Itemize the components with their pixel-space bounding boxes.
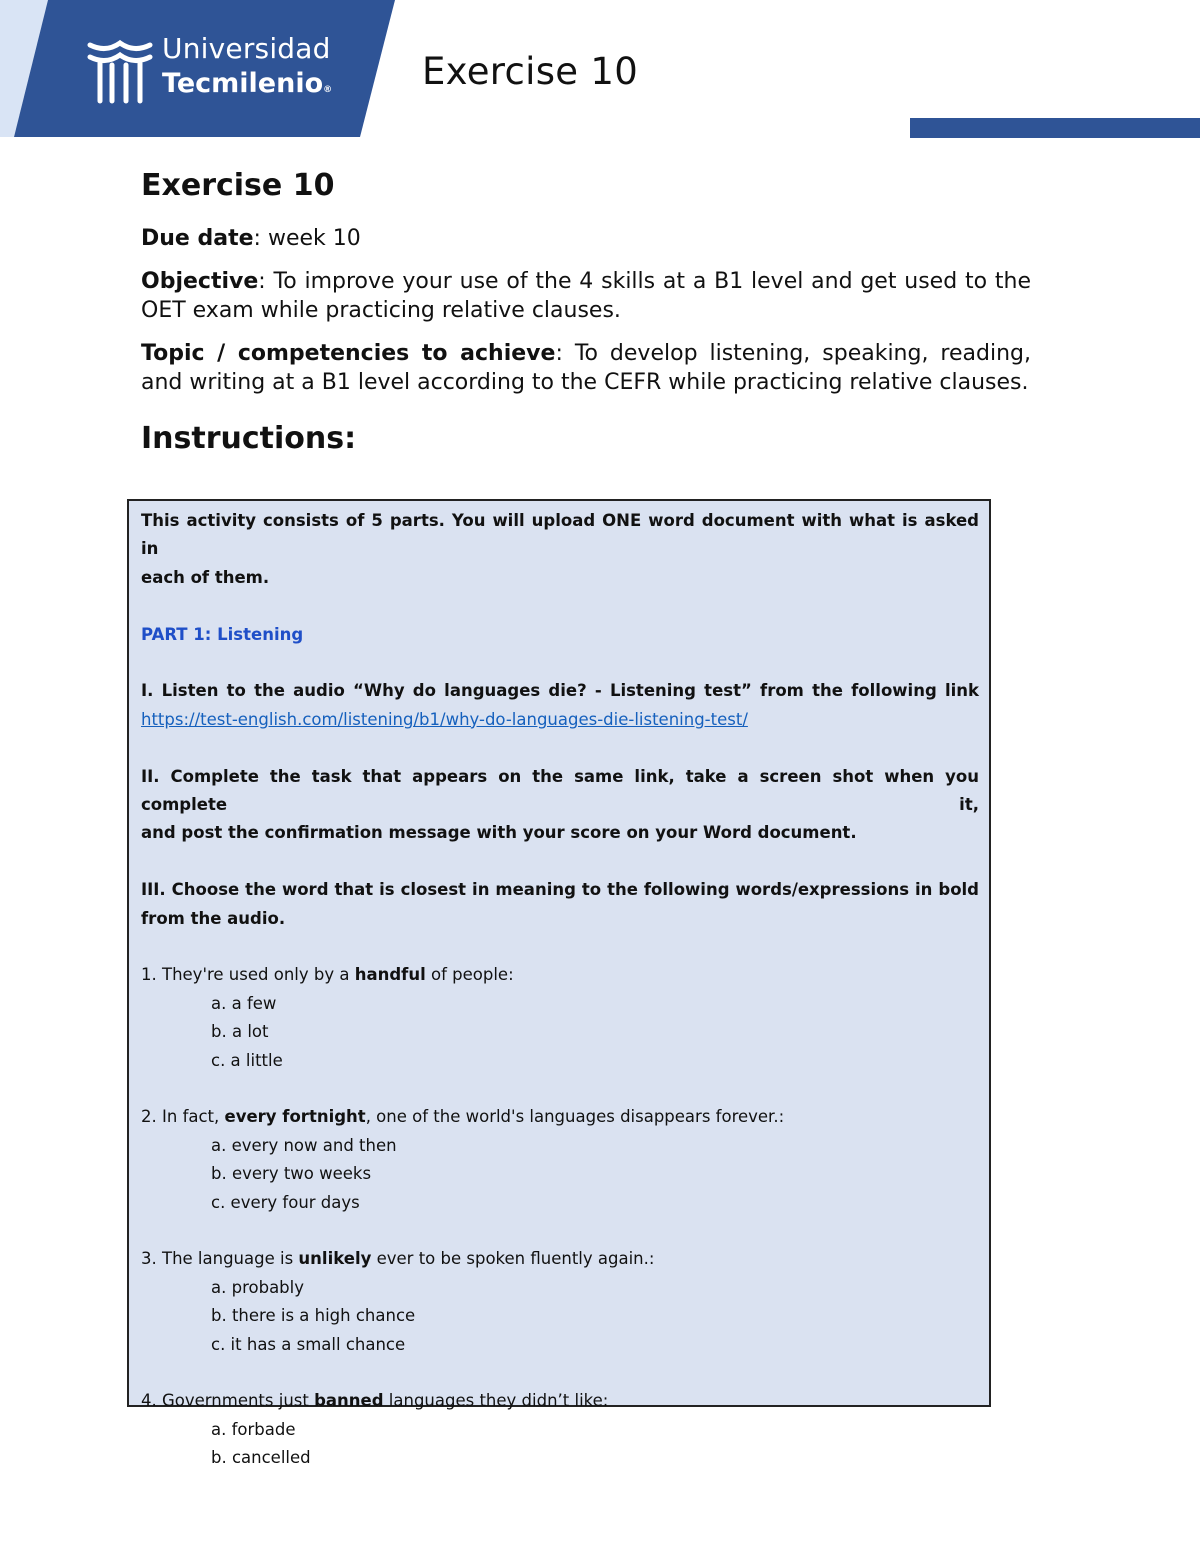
task3-line-1: III. Choose the word that is closest in meaning to the following words/expressions in bold — [141, 880, 979, 900]
instructions-heading: Instructions: — [141, 421, 357, 456]
part1-heading: PART 1: Listening — [141, 624, 304, 644]
spacer — [141, 592, 979, 620]
question-number: 4. — [141, 1391, 157, 1411]
q2-option-b: b. every two weeks — [211, 1164, 372, 1184]
header-accent-bar — [910, 118, 1200, 138]
question-text: , one of the world's languages disappears forever.: — [365, 1107, 785, 1127]
logo-line-universidad: Universidad — [162, 32, 331, 65]
logo-registered-mark: ® — [323, 85, 333, 95]
q3-option-b: b. there is a high chance — [211, 1306, 416, 1326]
logo-line-tecmilenio — [162, 70, 332, 97]
task1-line-1: I. Listen to the audio “Why do languages die? - Listening test” from the following link — [141, 681, 979, 701]
q3-option-c: c. it has a small chance — [211, 1334, 406, 1354]
header-title: Exercise 10 — [422, 50, 639, 93]
question-number: 2. — [141, 1107, 157, 1127]
q3-option-a: a. probably — [211, 1277, 304, 1297]
question-text: The language is — [156, 1249, 299, 1269]
question-text: of people: — [425, 965, 514, 985]
question-text: In fact, — [156, 1107, 225, 1127]
intro-line-1: This activity consists of 5 parts. You will upload ONE word document with what is asked in — [141, 511, 979, 559]
spacer — [141, 734, 979, 762]
q1-option-b: b. a lot — [211, 1022, 269, 1042]
q1-option-c: c. a little — [211, 1050, 283, 1070]
document-title: Exercise 10 — [141, 168, 335, 203]
q4-option-a: a. forbade — [211, 1419, 296, 1439]
question-1 — [141, 961, 979, 989]
question-text: They're used only by a — [156, 965, 355, 985]
objective-text: : To improve your use of the 4 skills at a B1 level and get used to the OET exam while practicing relative clauses. — [141, 269, 1031, 323]
intro-line-2: each of them. — [141, 567, 270, 587]
due-date-value: : week 10 — [253, 226, 361, 251]
question-bold-term: handful — [354, 965, 426, 985]
logo-tecmilenio-text: Tecmilenio — [162, 68, 324, 99]
question-3 — [141, 1245, 979, 1273]
question-text: ever to be spoken fluently again.: — [371, 1249, 655, 1269]
spacer — [141, 1075, 979, 1103]
q2-option-a: a. every now and then — [211, 1135, 397, 1155]
spacer — [141, 649, 979, 677]
question-2 — [141, 1103, 979, 1131]
topic-label: Topic / competencies to achieve — [141, 341, 556, 366]
due-date — [141, 224, 1031, 253]
spacer — [141, 1217, 979, 1245]
spacer — [141, 848, 979, 876]
document-body — [141, 168, 1031, 457]
topic-text: : To develop listening, speaking, reading, and writing at a B1 level according to the CEFR while practicing relative clauses. — [141, 341, 1031, 395]
q2-option-c: c. every four days — [211, 1192, 360, 1212]
instructions-box — [127, 499, 991, 1468]
task1-link-line — [141, 706, 979, 734]
university-logo-wordmark — [162, 32, 333, 99]
question-bold-term: unlikely — [298, 1249, 372, 1269]
question-number: 1. — [141, 965, 157, 985]
question-bold-term: every fortnight — [224, 1107, 366, 1127]
question-number: 3. — [141, 1249, 157, 1269]
objective — [141, 267, 1031, 325]
q4-option-b: b. cancelled — [211, 1448, 311, 1468]
due-date-label: Due date — [141, 226, 254, 251]
audio-link[interactable]: https://test-english.com/listening/b1/why-do-languages-die-listening-test/ — [141, 709, 748, 729]
tecmilenio-logo-icon — [86, 30, 156, 110]
question-text: Governments just — [156, 1391, 315, 1411]
spacer — [141, 933, 979, 961]
task2-line-2: and post the confirmation message with your score on your Word document. — [141, 823, 857, 843]
q1-option-a: a. a few — [211, 993, 277, 1013]
topic — [141, 339, 1031, 397]
question-4 — [141, 1387, 979, 1415]
objective-label: Objective — [141, 269, 259, 294]
task2-line-1: II. Complete the task that appears on the same link, take a screen shot when you complete it, — [141, 766, 979, 815]
spacer — [141, 1359, 979, 1387]
task3-line-2: from the audio. — [141, 908, 286, 928]
question-text: languages they didn’t like: — [383, 1391, 609, 1411]
question-bold-term: banned — [314, 1391, 384, 1411]
